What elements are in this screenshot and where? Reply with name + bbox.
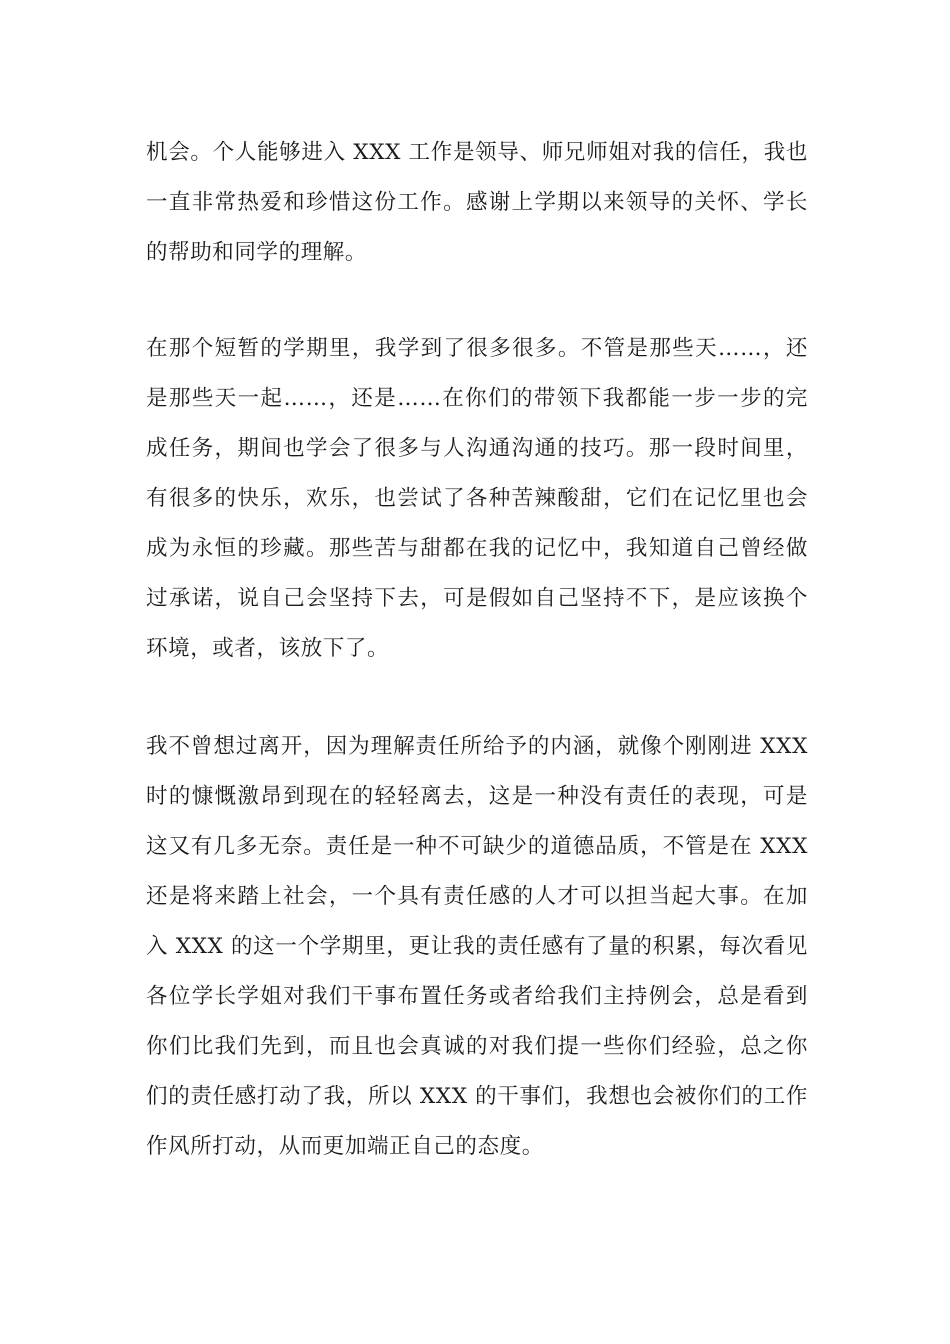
text-line: 还是将来踏上社会，一个具有责任感的人才可以担当起大事。在加 (146, 884, 808, 909)
text-line: 各位学长学姐对我们干事布置任务或者给我们主持例会，总是看到 (146, 984, 808, 1009)
text-line: 这又有几多无奈。责任是一种不可缺少的道德品质，不管是在 XXX (146, 834, 808, 859)
text-line: 你们比我们先到，而且也会真诚的对我们提一些你们经验，总之你 (146, 1034, 808, 1059)
paragraph-3 (146, 722, 808, 1172)
text-line: 环境，或者，该放下了。 (146, 636, 390, 661)
text-line: 作风所打动，从而更加端正自己的态度。 (146, 1134, 544, 1159)
text-line: 在那个短暂的学期里，我学到了很多很多。不管是那些天……，还 (146, 336, 808, 361)
text-line: 成为永恒的珍藏。那些苦与甜都在我的记忆中，我知道自己曾经做 (146, 536, 808, 561)
text-line: 机会。个人能够进入 XXX 工作是领导、师兄师姐对我的信任，我也 (146, 140, 808, 165)
text-line: 有很多的快乐，欢乐，也尝试了各种苦辣酸甜，它们在记忆里也会 (146, 486, 808, 511)
paragraph-1 (146, 128, 808, 278)
text-line: 们的责任感打动了我，所以 XXX 的干事们，我想也会被你们的工作 (146, 1084, 808, 1109)
paragraph-2 (146, 324, 808, 674)
text-line: 过承诺，说自己会坚持下去，可是假如自己坚持不下，是应该换个 (146, 586, 808, 611)
text-line: 一直非常热爱和珍惜这份工作。感谢上学期以来领导的关怀、学长 (146, 190, 808, 215)
text-line: 的帮助和同学的理解。 (146, 240, 368, 265)
text-line: 成任务，期间也学会了很多与人沟通沟通的技巧。那一段时间里， (146, 436, 808, 461)
text-line: 是那些天一起……，还是……在你们的带领下我都能一步一步的完 (146, 386, 808, 411)
text-line: 时的慷慨激昂到现在的轻轻离去，这是一种没有责任的表现，可是 (146, 784, 808, 809)
text-line: 入 XXX 的这一个学期里，更让我的责任感有了量的积累，每次看见 (146, 934, 808, 959)
text-line: 我不曾想过离开，因为理解责任所给予的内涵，就像个刚刚进 XXX (146, 734, 808, 759)
